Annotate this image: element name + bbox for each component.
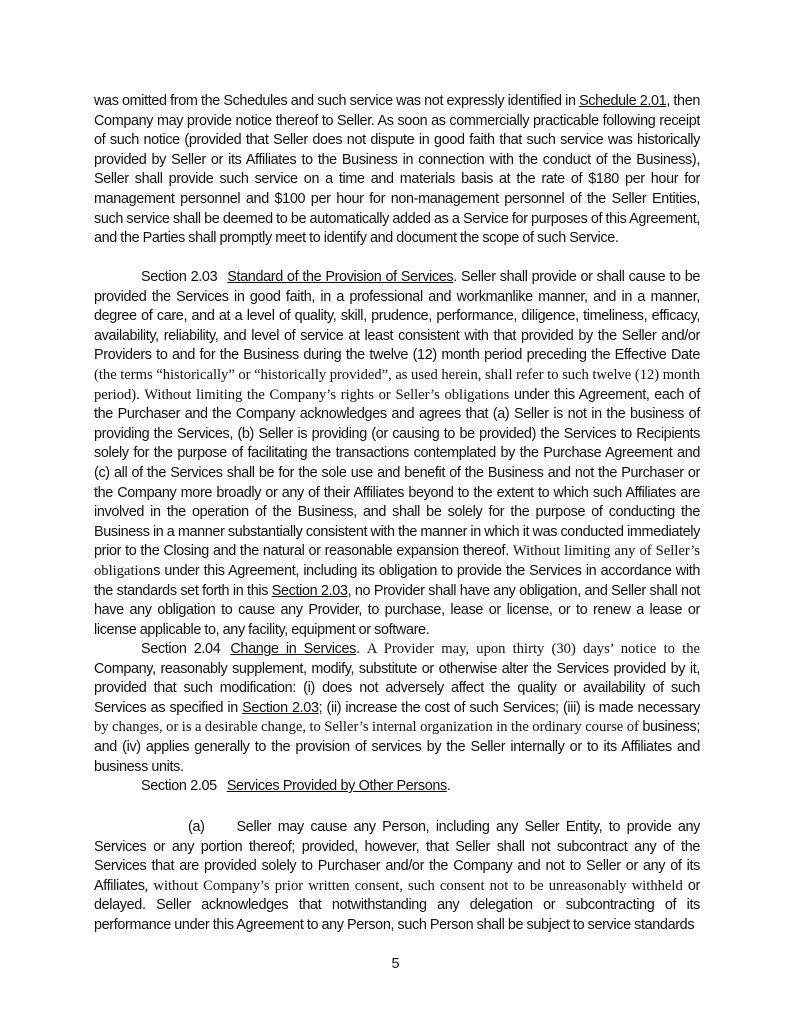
section-number: Section 2.05 (141, 778, 217, 794)
text-run: by changes, or is a desirable change, to Seller’s internal organization in the ordinary course of (94, 719, 639, 736)
text-run: Seller may cause any Person, including any Seller Entity, to provide any Services or any portion thereof; provided, however, that Seller shall not subcontract any of the Services that are provided solely to Purchaser and/or the Company and not to Seller or any of its Affiliates (94, 819, 700, 894)
section-2-05-a-paragraph (94, 818, 700, 936)
text-run: . Seller shall provide or shall cause to be provided the Services in good faith, in a professional and workmanlike manner, and in a manner, degree of care, and at a level of quality, skill, prudence, performance, diligence, timeliness, efficacy, availability, reliability, and level of service at least consistent with that provided by the Seller and/or Providers to and for the Business during the twelve (12) month period preceding the Effective Date (94, 269, 701, 364)
section-title: Services Provided by Other Persons (226, 778, 447, 794)
section-title: Change in Services (230, 641, 356, 657)
text-run: . (446, 778, 451, 794)
text-run: s under this Agreement, including its obligation to provide the Services in accordance with the standards set forth in this (94, 562, 700, 599)
text-run: . (355, 641, 367, 657)
text-run: Without limiting any of Seller’s obligation (94, 543, 700, 579)
text-run: Company, reasonably supplement, modify, substitute or otherwise alter the Services provided by it, provided that such modification: (i) does not adversely affect the quality or availability of such Services as specified in (94, 660, 700, 716)
text-run: under this Agreement, each of the Purchaser and the Company acknowledges and agrees that (a) Seller is not in the business of providing the Services, (b) Seller is providing (or causing to be provided) the Services to Recipients solely for the purpose of facilitating the transactions contemplated by the Purchase Agreement and (c) all of the Services shall be for the sole use and benefit of the Business and not the Purchaser or the Company more broadly or any of their Affiliates beyond to the extent to which such Affiliates are involved in the operation of the Business, and shall be solely for the purpose of conducting the Business in a manner substantially consistent with the manner in which it was conducted immediately prior to the Closing and the natural or reasonable expansion thereof. (94, 386, 700, 560)
section-2-03-paragraph (94, 268, 700, 640)
section-2-03-reference: Section 2.03 (242, 699, 319, 716)
text-run: was omitted from the Schedules and such service was not expressly identified in (94, 93, 580, 109)
schedule-2-01-reference: Schedule 2.01 (579, 93, 667, 109)
text-run: ; (ii) increase the cost of such Services; (iii) is made necessary (318, 699, 700, 716)
paragraph-schedule-continuation (94, 92, 700, 249)
section-title: Standard of the Provision of Services (227, 269, 454, 285)
text-run: or delayed. Seller acknowledges that notwithstanding any delegation or subcontracting of its performance under this Agreement to any Person, such Person shall be subject to service standards (94, 877, 701, 933)
page-number: 5 (391, 956, 400, 972)
section-2-04-paragraph (94, 640, 700, 777)
section-number: Section 2.03 (141, 269, 218, 285)
text-run: , then Company may provide notice thereof to Seller. As soon as commercially practicable following receipt of such notice (provided that Seller does not dispute in good faith that such service was historically provided by Seller or its Affiliates to the Business in connection with the conduct of the Business), Seller shall provide such service on a time and materials basis at the rate of $180 per hour for management personnel and $100 per hour for non-management personnel of the Seller Entities, such service shall be deemed to be automatically added as a Service for purposes of this Agreement, and the Parties shall promptly meet to identify and document the scope of such Service. (94, 93, 700, 247)
text-run: , no Provider shall have any obligation, and Seller shall not have any obligation to cause any Provider, to purchase, lease or license, or to renew a lease or license applicable to, any facility, equipment or software. (94, 582, 700, 638)
subsection-label: (a) (188, 819, 205, 835)
section-2-05-heading (141, 777, 451, 797)
text-run: business; and (iv) applies generally to the provision of services by the Seller internally or to its Affiliates and business units. (94, 719, 700, 775)
text-run: (the terms “historically” or “historically provided”, as used herein, shall refer to such twelve (12) month period). Without limiting the Company’s rights or Seller’s obligations (94, 366, 700, 403)
section-2-03-reference: Section 2.03 (271, 582, 348, 599)
text-run: A Provider may, upon thirty (30) days’ notice to the (366, 641, 701, 657)
text-run: , without Company’s prior written consent, such consent not to be unreasonably withheld (144, 877, 683, 894)
section-number: Section 2.04 (141, 641, 221, 657)
